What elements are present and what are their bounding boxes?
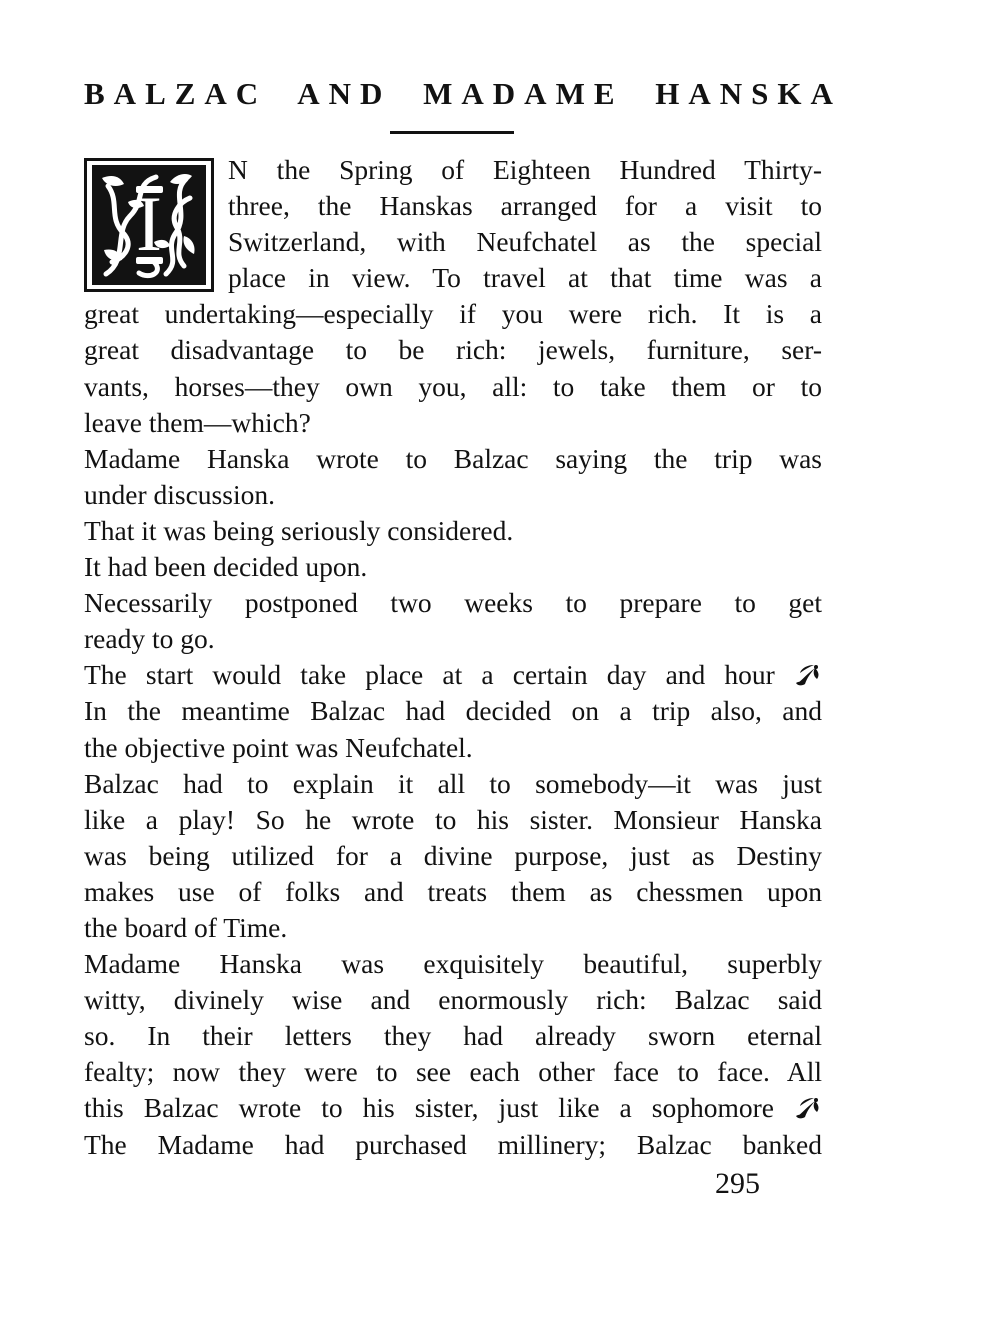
fleuron-icon (794, 1096, 822, 1120)
body-line-text: this Balzac wrote to his sister, just like a sophomore (84, 1092, 774, 1124)
body-line: like a play! So he wrote to his sister. Monsieur Hanska (84, 803, 822, 835)
body-line: Necessarily postponed two weeks to prepare to get (84, 587, 822, 619)
body-line: was being utilized for a divine purpose, just as Destiny (84, 839, 822, 871)
drop-cap-ornament-icon (84, 158, 214, 292)
body-line: That it was being seriously considered. (84, 514, 514, 546)
body-line (84, 657, 822, 693)
body-line: great undertaking—especially if you were rich. It is a (84, 298, 822, 330)
body-line: witty, divinely wise and enormously rich: Balzac said (84, 984, 822, 1016)
body-line-text: The start would take place at a certain day and hour (84, 659, 775, 691)
body-line: three, the Hanskas arranged for a visit to (228, 190, 822, 222)
drop-cap-letter: I (136, 180, 162, 267)
body-text (84, 152, 822, 1163)
fleuron-icon (794, 663, 822, 687)
body-line: vants, horses—they own you, all: to take them or to (84, 370, 822, 402)
body-line: Madame Hanska was exquisitely beautiful, superbly (84, 948, 822, 980)
body-line: fealty; now they were to see each other face to face. All (84, 1056, 822, 1088)
body-line: It had been decided upon. (84, 551, 368, 583)
body-line: so. In their letters they had already sworn eternal (84, 1020, 822, 1052)
body-line: the board of Time. (84, 911, 288, 943)
body-line: ready to go. (84, 623, 215, 655)
body-line (84, 1090, 822, 1126)
body-line: great disadvantage to be rich: jewels, furniture, ser- (84, 334, 822, 366)
body-line: Madame Hanska wrote to Balzac saying the trip was (84, 442, 822, 474)
title-rule-divider (390, 131, 514, 134)
body-line: N the Spring of Eighteen Hundred Thirty- (228, 154, 822, 185)
body-line: under discussion. (84, 478, 275, 510)
body-line: The Madame had purchased millinery; Balzac banked (84, 1128, 822, 1160)
body-line: the objective point was Neufchatel. (84, 731, 473, 763)
body-line: leave them—which? (84, 406, 311, 438)
body-line: Balzac had to explain it all to somebody—it was just (84, 767, 822, 799)
page-number: 295 (715, 1167, 760, 1200)
body-line: makes use of folks and treats them as chessmen upon (84, 875, 822, 907)
body-line: In the meantime Balzac had decided on a trip also, and (84, 695, 822, 727)
page-title: BALZAC AND MADAME HANSKA (84, 76, 842, 111)
body-line: place in view. To travel at that time was a (228, 262, 822, 294)
body-line: Switzerland, with Neufchatel as the special (228, 226, 822, 258)
